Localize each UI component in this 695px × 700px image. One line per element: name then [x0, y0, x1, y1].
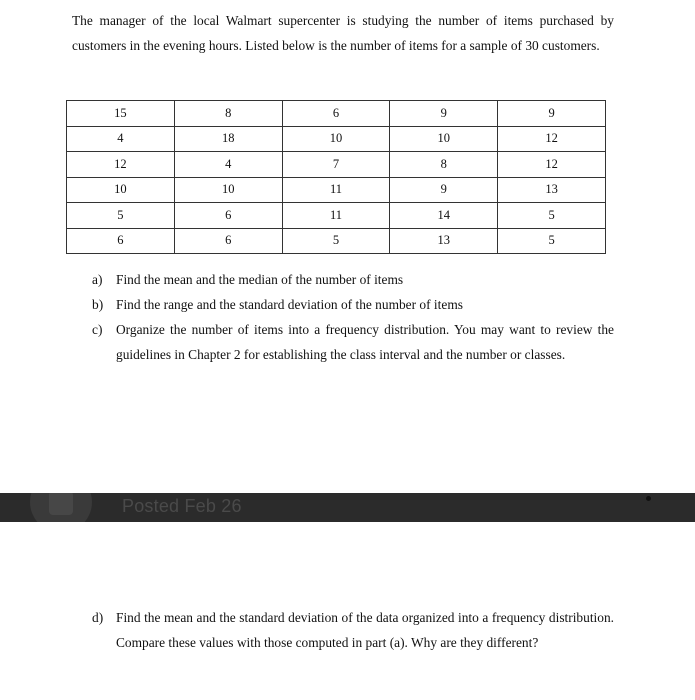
- question-label: b): [92, 297, 104, 312]
- table-cell: 4: [174, 152, 282, 178]
- question-a: [92, 267, 614, 292]
- table-cell: 8: [174, 101, 282, 127]
- question-list-continued: [92, 605, 614, 655]
- table-cell: 4: [67, 126, 175, 152]
- avatar: [30, 493, 92, 522]
- table-cell: 10: [390, 126, 498, 152]
- problem-intro: The manager of the local Walmart supercenter is studying the number of items purchased by customers in the evening hours. Listed below is the number of items for a sample of 30 customers.: [72, 13, 614, 53]
- table-cell: 9: [498, 101, 606, 127]
- table-cell: 12: [498, 126, 606, 152]
- question-label: d): [92, 610, 104, 625]
- question-text: Find the mean and the median of the number of items: [116, 272, 404, 287]
- table-cell: 12: [498, 152, 606, 178]
- dot-icon: [646, 496, 651, 501]
- table-cell: 13: [498, 177, 606, 203]
- table-cell: 6: [67, 228, 175, 254]
- table-cell: 11: [282, 177, 390, 203]
- table-cell: 7: [282, 152, 390, 178]
- table-cell: 10: [174, 177, 282, 203]
- table-cell: 5: [67, 203, 175, 229]
- question-label: a): [92, 272, 103, 287]
- table-cell: 6: [174, 203, 282, 229]
- question-label: c): [92, 322, 103, 337]
- table-cell: 18: [174, 126, 282, 152]
- table-row: [67, 152, 606, 178]
- question-text: Organize the number of items into a frequency distribution. You may want to review the guidelines in Chapter 2 for establishing the class interval and the number or classes.: [116, 322, 614, 362]
- question-d: [92, 605, 614, 655]
- question-list: [92, 267, 614, 367]
- table-cell: 12: [67, 152, 175, 178]
- table-cell: 5: [498, 203, 606, 229]
- table-cell: 10: [282, 126, 390, 152]
- table-cell: 10: [67, 177, 175, 203]
- table-cell: 5: [282, 228, 390, 254]
- table-row: [67, 228, 606, 254]
- table-cell: 6: [174, 228, 282, 254]
- question-b: [92, 292, 614, 317]
- table-cell: 13: [390, 228, 498, 254]
- table-row: [67, 177, 606, 203]
- question-text: Find the mean and the standard deviation of the data organized into a frequency distribution. Compare these values with those computed in part (a). Why are they different?: [116, 610, 614, 650]
- table-row: [67, 126, 606, 152]
- table-cell: 5: [498, 228, 606, 254]
- table-row: [67, 101, 606, 127]
- table-cell: 14: [390, 203, 498, 229]
- table-cell: 15: [67, 101, 175, 127]
- table-row: [67, 203, 606, 229]
- items-table: [66, 100, 606, 254]
- posted-date: Posted Feb 26: [122, 496, 242, 516]
- table-cell: 9: [390, 101, 498, 127]
- post-info-bar: [0, 493, 695, 522]
- table-cell: 11: [282, 203, 390, 229]
- question-text: Find the range and the standard deviation of the number of items: [116, 297, 463, 312]
- table-cell: 8: [390, 152, 498, 178]
- table-cell: 9: [390, 177, 498, 203]
- table-cell: 6: [282, 101, 390, 127]
- question-c: [92, 317, 614, 367]
